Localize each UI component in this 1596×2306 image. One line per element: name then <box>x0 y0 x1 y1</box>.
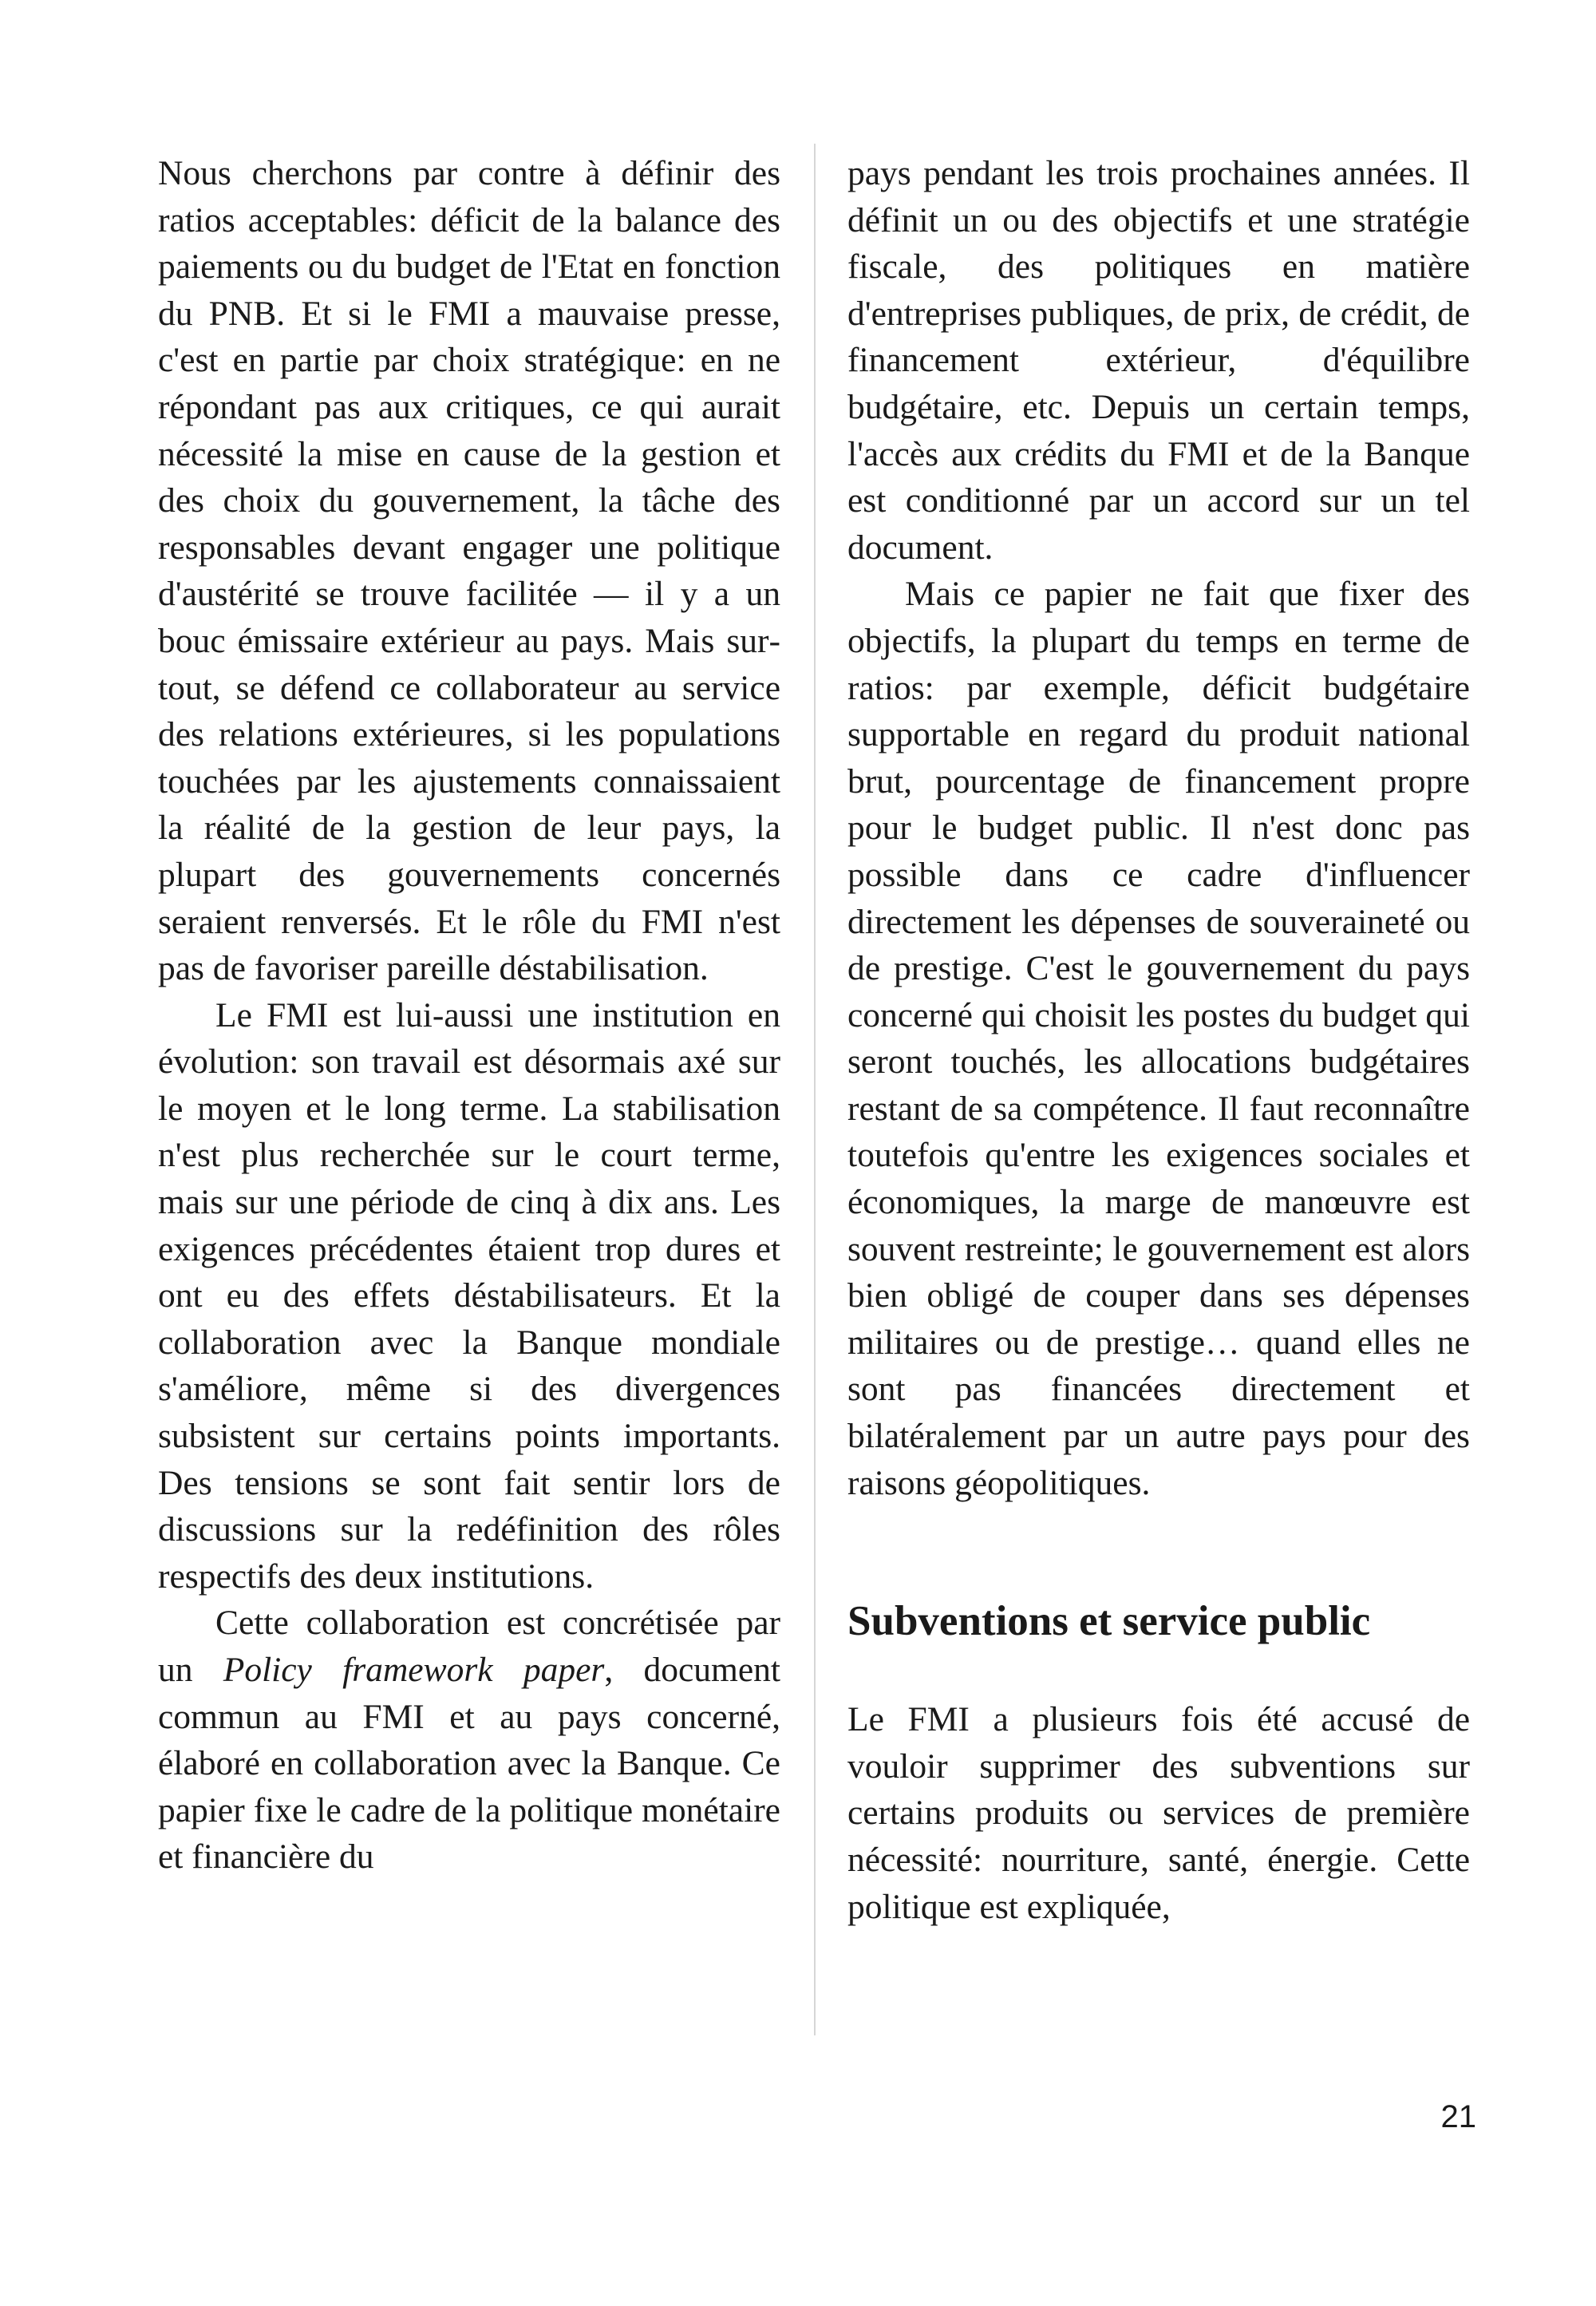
paragraph <box>158 1600 780 1881</box>
section-heading: Subventions et service public <box>847 1598 1371 1645</box>
paragraph: Mais ce papier ne fait que fixer des objectifs, la plupart du temps en terme de ratios: par exemple, déficit budgétaire supportable en regard du produit national brut, pourcentage de financement propre pour le budget public. Il n'est donc pas possible dans ce cadre d'influencer directement les dépenses de souveraineté ou de prestige. C'est le gouvernement du pays concerné qui choisit les postes du budget qui seront touchés, les allocations budgétaires restant de sa compétence. Il faut reconnaître toutefois qu'entre les exigences sociales et économiques, la marge de manœuvre est souvent restreinte; le gouvernement est alors bien obligé de couper dans ses dépenses militaires ou de prestige… quand elles ne sont pas financées directement et bilatéralement par un autre pays pour des raisons géopolitiques. <box>847 575 1470 1502</box>
document-title-italic: Policy framework paper <box>223 1651 605 1689</box>
left-column <box>158 150 780 1881</box>
right-column <box>847 150 1470 1930</box>
page-number: 21 <box>1440 2099 1476 2134</box>
paragraph-text: Cette collaboration est concrétisée par un <box>158 1604 780 1689</box>
column-divider <box>814 144 816 2035</box>
paragraph: Nous cherchons par contre à définir des ratios acceptables: déficit de la balance des paiements ou du budget de l'Etat en fonction du PNB. Et si le FMI a mauvaise presse, c'est en partie par choix stratégique: en ne répondant pas aux critiques, ce qui aurait nécessité la mise en cause de la gestion et des choix du gouvernement, la tâche des responsables devant engager une politique d'austérité se trouve facilitée — il y a un bouc émissaire extérieur au pays. Mais surtout, se défend ce collaborateur au service des relations extérieures, si les populations touchées par les ajustements connaissaient la réalité de la gestion de leur pays, la plupart des gouvernements concernés seraient renversés. Et le rôle du FMI n'est pas de favoriser pareille déstabilisation. <box>158 154 780 988</box>
paragraph: pays pendant les trois prochaines années. Il définit un ou des objectifs et une stratégie fiscale, des politiques en matière d'entreprises publiques, de prix, de crédit, de financement extérieur, d'équilibre budgétaire, etc. Depuis un certain temps, l'accès aux crédits du FMI et de la Banque est conditionné par un accord sur un tel document. <box>847 154 1470 567</box>
paragraph: Le FMI a plusieurs fois été accusé de vouloir supprimer des subventions sur certains produits ou services de première nécessité: nourriture, santé, énergie. Cette politique est expliquée, <box>847 1700 1470 1926</box>
paragraph: Le FMI est lui-aussi une institution en évolution: son travail est désormais axé sur le moyen et le long terme. La stabilisation n'est plus recherchée sur le court terme, mais sur une période de cinq à dix ans. Les exigences précédentes étaient trop dures et ont eu des effets déstabilisateurs. Et la collaboration avec la Banque mondiale s'améliore, même si des divergences subsistent sur certains points importants. Des tensions se sont fait sentir lors de discussions sur la redéfinition des rôles respectifs des deux institutions. <box>158 995 780 1596</box>
paragraph-text: , document commun au FMI et au pays concerné, élaboré en collaboration avec la Banque. Ce papier fixe le cadre de la politique monétaire et financière du <box>158 1651 780 1877</box>
